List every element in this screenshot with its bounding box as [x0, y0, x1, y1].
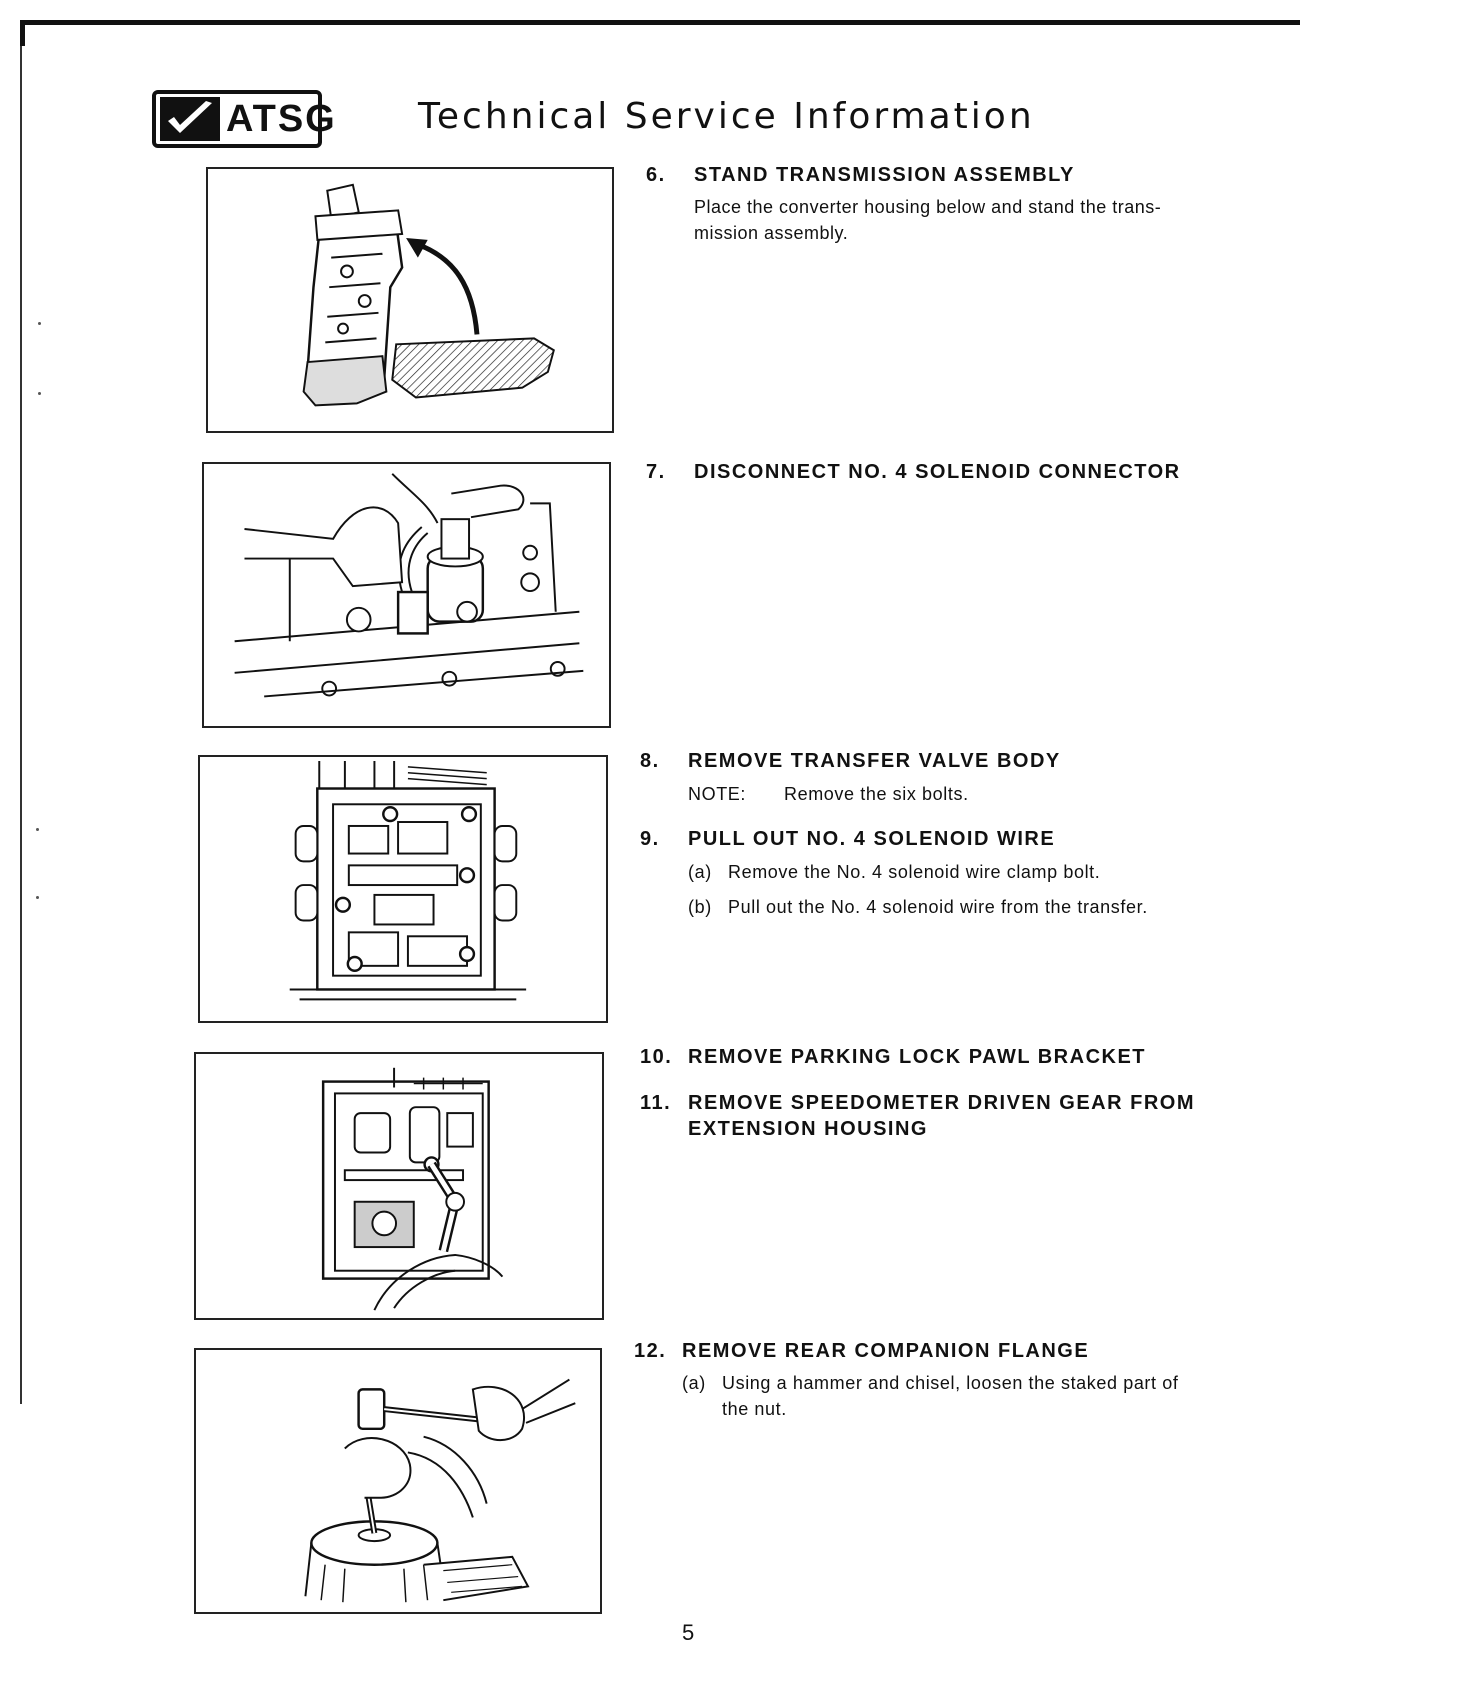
sub-label: (a) — [682, 1373, 706, 1393]
step-11-heading-line-2: EXTENSION HOUSING — [688, 1118, 928, 1140]
step-title: PULL OUT NO. 4 SOLENOID WIRE — [688, 828, 1056, 850]
top-border-rule — [20, 20, 1300, 25]
step-8-note — [688, 781, 969, 807]
step-title: REMOVE REAR COMPANION FLANGE — [682, 1340, 1090, 1362]
sub-text-line-1: Using a hammer and chisel, loosen the staked part of — [722, 1373, 1179, 1393]
step-number: 8. — [640, 750, 660, 772]
step-6-heading — [646, 162, 1075, 188]
step-12-sub-a-line-2: the nut. — [722, 1399, 787, 1419]
solenoid-connector-illustration — [202, 462, 611, 728]
step-10-heading — [640, 1044, 1146, 1070]
step-title: DISCONNECT NO. 4 SOLENOID CONNECTOR — [694, 461, 1181, 483]
corner-mark — [20, 24, 25, 46]
step-number: 9. — [640, 828, 660, 850]
step-7-heading — [646, 459, 1181, 485]
note-text: Remove the six bolts. — [784, 784, 969, 804]
scan-speck — [38, 322, 41, 325]
atsg-logo — [152, 90, 337, 148]
left-border-rule — [20, 24, 22, 1404]
page-number: 5 — [682, 1620, 695, 1645]
step-9-sub-b — [688, 894, 1148, 920]
step-6-text-line-2: mission assembly. — [694, 223, 849, 243]
page-title: Technical Service Information — [418, 96, 1035, 137]
checkmark-icon — [160, 97, 220, 141]
scan-speck — [36, 896, 39, 899]
step-number: 7. — [646, 461, 666, 483]
scan-speck — [36, 828, 39, 831]
step-title: REMOVE TRANSFER VALVE BODY — [688, 750, 1061, 772]
transfer-valve-body-illustration — [198, 755, 608, 1023]
step-12-sub-a — [682, 1370, 1178, 1396]
step-6-text-line-1: Place the converter housing below and stand the trans- — [694, 197, 1162, 217]
sub-text: Pull out the No. 4 solenoid wire from the transfer. — [728, 897, 1148, 917]
step-number: 6. — [646, 164, 666, 186]
note-label: NOTE: — [688, 784, 747, 804]
sub-label: (a) — [688, 862, 712, 882]
step-number: 10. — [640, 1046, 673, 1068]
transmission-stand-illustration — [206, 167, 614, 433]
sub-label: (b) — [688, 897, 712, 917]
step-title: REMOVE PARKING LOCK PAWL BRACKET — [688, 1046, 1147, 1068]
scan-speck — [38, 392, 41, 395]
step-title: STAND TRANSMISSION ASSEMBLY — [694, 164, 1075, 186]
step-12-heading — [634, 1338, 1089, 1364]
logo-text: ATSG — [226, 98, 337, 140]
step-8-heading — [640, 748, 1061, 774]
parking-lock-bracket-illustration — [194, 1052, 604, 1320]
step-11-heading — [640, 1090, 1195, 1116]
step-9-heading — [640, 826, 1055, 852]
sub-text: Remove the No. 4 solenoid wire clamp bolt. — [728, 862, 1101, 882]
step-number: 11. — [640, 1092, 672, 1114]
step-number: 12. — [634, 1340, 667, 1362]
step-9-sub-a — [688, 859, 1100, 885]
companion-flange-illustration — [194, 1348, 602, 1614]
step-title-line-1: REMOVE SPEEDOMETER DRIVEN GEAR FROM — [688, 1092, 1195, 1114]
